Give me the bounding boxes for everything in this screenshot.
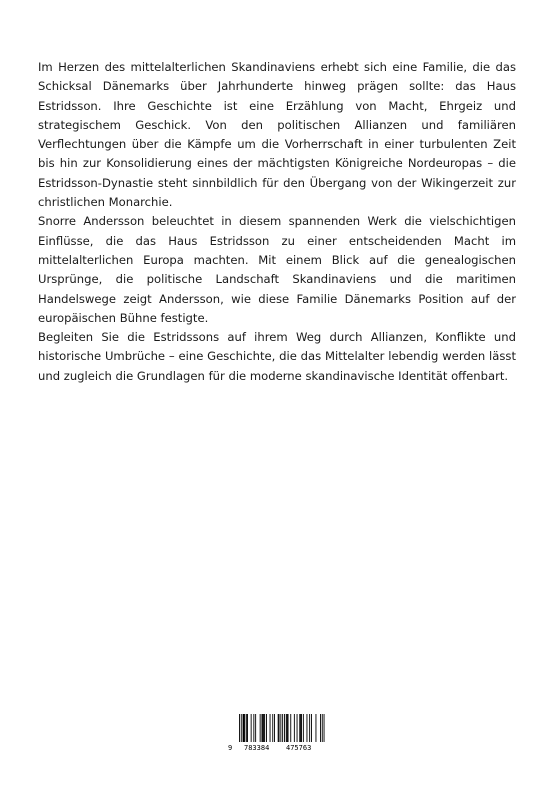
barcode-digits bbox=[228, 742, 328, 754]
barcode-bar bbox=[244, 714, 245, 744]
barcode-bar bbox=[286, 714, 287, 744]
blurb-paragraph-3: Begleiten Sie die Estridssons auf ihrem Weg durch Allianzen, Konflikte und historische Umbrüche – eine Geschichte, die das Mittelalter lebendig werden lässt und zugleich die Grundlagen für die moderne skandinavische Identität offenbart. bbox=[38, 330, 516, 383]
barcode-first-digit: 9 bbox=[228, 744, 233, 752]
barcode-right-group: 475763 bbox=[286, 744, 312, 752]
barcode-bar bbox=[243, 714, 244, 744]
barcode-bar bbox=[262, 714, 263, 744]
barcode-bar bbox=[253, 714, 254, 744]
barcode-bar bbox=[270, 714, 271, 744]
barcode-bar bbox=[251, 714, 252, 744]
barcode-bar bbox=[260, 714, 261, 744]
barcode-bar bbox=[272, 714, 273, 744]
barcode-bar bbox=[316, 714, 317, 744]
barcode-bar bbox=[309, 714, 310, 744]
barcode-bar bbox=[287, 714, 288, 744]
barcode-bar bbox=[246, 714, 247, 744]
barcode-bar bbox=[307, 714, 308, 744]
barcode-bar bbox=[274, 714, 275, 744]
barcode-bar bbox=[244, 714, 245, 744]
barcode-bar bbox=[247, 714, 248, 744]
barcode-bar bbox=[266, 714, 267, 744]
barcode-bar bbox=[255, 714, 256, 744]
barcode-bar bbox=[299, 714, 300, 744]
barcode-bar bbox=[262, 714, 263, 744]
barcode-bar bbox=[284, 714, 285, 744]
barcode-bar bbox=[264, 714, 265, 744]
blurb-text bbox=[38, 58, 516, 386]
barcode-left-group: 783384 bbox=[244, 744, 270, 752]
barcode-bar bbox=[294, 714, 295, 744]
barcode-bar bbox=[297, 714, 298, 744]
isbn-barcode bbox=[228, 714, 328, 754]
barcode-bar bbox=[290, 714, 291, 744]
barcode-bar bbox=[263, 714, 264, 744]
barcode-bar bbox=[303, 714, 304, 744]
barcode-bar bbox=[301, 714, 302, 744]
barcode-bar bbox=[320, 714, 321, 744]
blurb-paragraph-2: Snorre Andersson beleuchtet in diesem spannenden Werk die vielschichtigen Einflüsse, die das Haus Estridsson zu einer entscheidenden Macht im mittelalterlichen Europa machten. Mit einem Blick auf die genealogischen Ursprünge, die politische Landschaft Skandinaviens und die maritimen Handelswege zeigt Andersson, wie diese Familie Dänemarks Position auf der europäischen Bühne festigte. bbox=[38, 214, 516, 325]
blurb-paragraph-1: Im Herzen des mittelalterlichen Skandinaviens erhebt sich eine Familie, die das Schicksal Dänemarks über Jahrhunderte hinweg prägen sollte: das Haus Estridsson. Ihre Geschichte ist eine Erzählung von Macht, Ehrgeiz und strategischem Geschick. Von den politischen Allianzen und familiären Verflechtungen über die Kämpfe um die Vorherrschaft in einer turbulenten Zeit bis hin zur Konsolidierung eines der mächtigsten Königreiche Nordeuropas – die Estridsson-Dynastie steht sinnbildlich für den Übergang von der Wikingerzeit zur christlichen Monarchie. bbox=[38, 60, 516, 210]
barcode-bar bbox=[311, 714, 312, 744]
barcode-bar bbox=[279, 714, 280, 744]
barcode-bar bbox=[278, 714, 279, 744]
barcode-bar bbox=[288, 714, 289, 744]
barcode-bar bbox=[300, 714, 301, 744]
